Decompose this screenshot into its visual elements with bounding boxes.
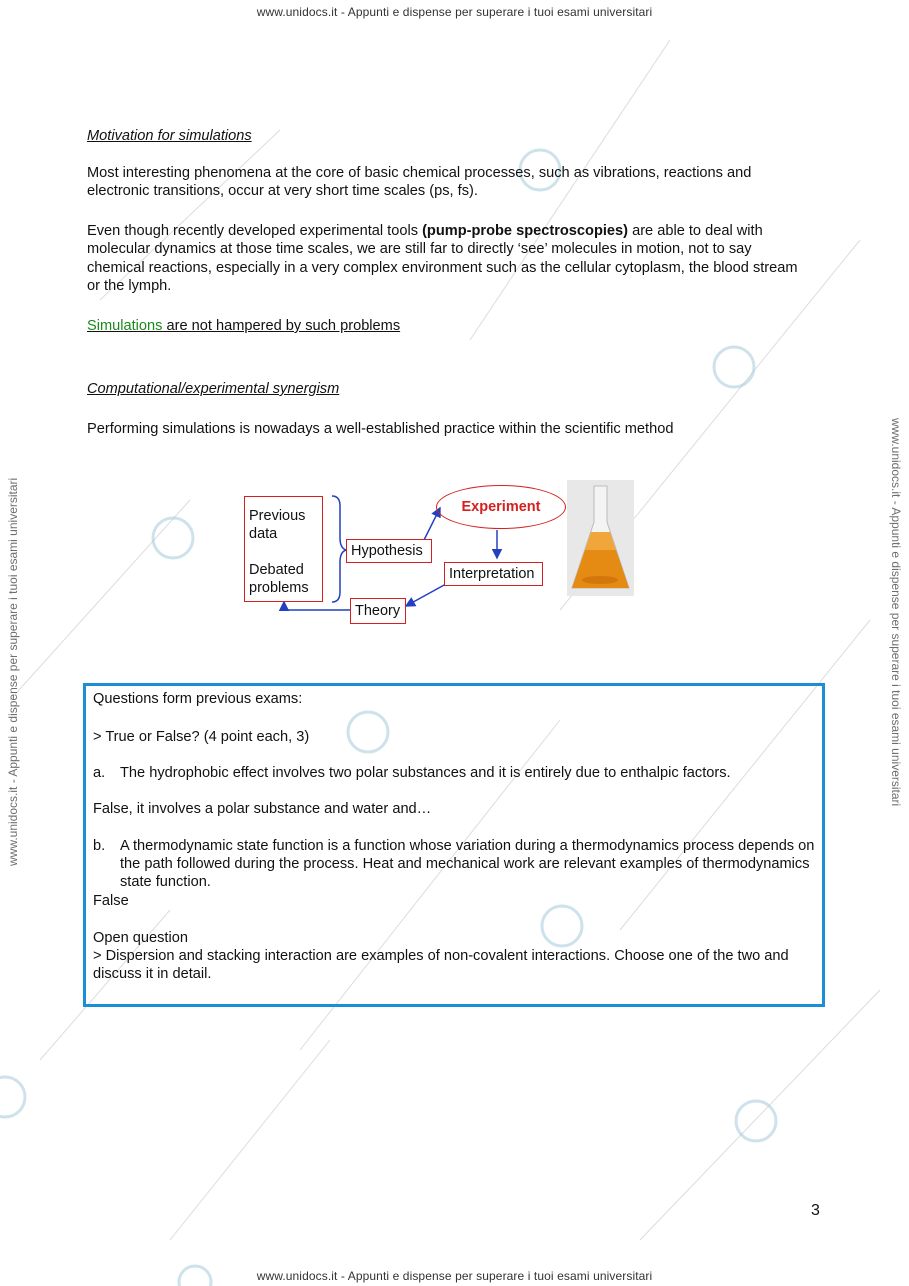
exam-title: Questions form previous exams: — [93, 691, 303, 707]
question-b-label: b. — [93, 838, 106, 854]
page-number: 3 — [811, 1202, 820, 1219]
question-a-answer: False, it involves a polar substance and water and… — [93, 801, 432, 817]
motivation-paragraph-2 — [87, 222, 807, 296]
watermark-top: www.unidocs.it - Appunti e dispense per superare i tuoi esami universitari — [256, 5, 653, 19]
question-a-text: The hydrophobic effect involves two polar substances and it is entirely due to enthalpic factors. — [120, 765, 731, 781]
question-a-label: a. — [93, 765, 106, 781]
previous-data-box — [244, 496, 323, 602]
question-b — [93, 837, 815, 892]
previous-data-line-1: Previous — [249, 508, 306, 524]
theory-box: Theory — [350, 598, 406, 624]
simulations-word: Simulations — [87, 318, 163, 334]
p2-bold-term: (pump-probe spectroscopies) — [422, 223, 629, 239]
open-question-title: Open question — [93, 930, 188, 946]
question-b-text: A thermodynamic state function is a function whose variation during a thermodynamics process depends on the path followed during the process. Heat and mechanical work are relevant examples of thermodynamics state function. — [120, 838, 815, 891]
debated-line-2: problems — [249, 580, 309, 596]
scientific-method-diagram — [240, 476, 640, 636]
flask-icon — [567, 480, 634, 596]
p2-before: Even though recently developed experimental tools — [87, 223, 423, 239]
true-false-header: > True or False? (4 point each, 3) — [93, 729, 310, 745]
question-a — [93, 764, 815, 782]
question-b-answer: False — [93, 893, 129, 909]
motivation-heading: Motivation for simulations — [87, 128, 252, 144]
previous-data-line-2: data — [249, 526, 278, 542]
p3-rest: are not hampered by such problems — [162, 318, 401, 334]
motivation-paragraph-3 — [87, 317, 807, 335]
p2-after: are able to deal with molecular dynamics at those time scales, we are still far to directly ‘see’ molecules in motion, not to say chemical reactions, especially in a very complex environment such as the cellular cytoplasm, the blood stream or the lymph. — [87, 223, 798, 295]
synergism-paragraph: Performing simulations is nowadays a well-established practice within the scientific method — [87, 421, 674, 437]
hypothesis-box: Hypothesis — [346, 539, 432, 563]
debated-line-1: Debated — [249, 562, 304, 578]
interpretation-box: Interpretation — [444, 562, 543, 586]
watermark-right: www.unidocs.it - Appunti e dispense per superare i tuoi esami universitari — [889, 418, 903, 807]
watermark-left: www.unidocs.it - Appunti e dispense per superare i tuoi esami universitari — [6, 477, 20, 866]
open-question-text: > Dispersion and stacking interaction are examples of non-covalent interactions. Choose one of the two and discuss it in detail. — [93, 948, 789, 983]
synergism-heading: Computational/experimental synergism — [87, 381, 340, 397]
watermark-bottom: www.unidocs.it - Appunti e dispense per superare i tuoi esami universitari — [256, 1269, 653, 1283]
experiment-ellipse: Experiment — [436, 485, 566, 529]
motivation-paragraph-1: Most interesting phenomena at the core of basic chemical processes, such as vibrations, reactions and electronic transitions, occur at very short time scales (ps, fs). — [87, 165, 752, 200]
